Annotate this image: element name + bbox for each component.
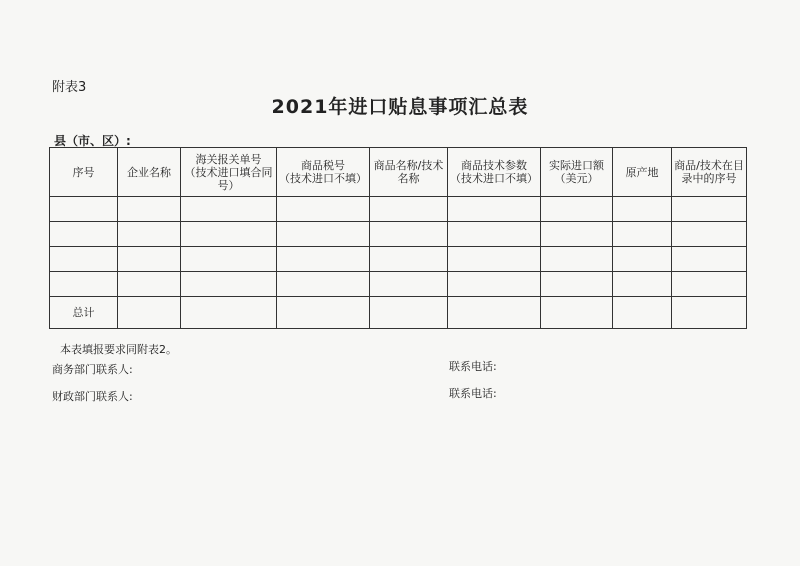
table-row <box>50 222 747 247</box>
header-cell-company: 企业名称 <box>118 148 181 197</box>
table-cell <box>118 222 181 247</box>
table-header-row <box>50 148 747 197</box>
table-cell <box>370 197 448 222</box>
table-cell <box>613 197 672 222</box>
table-cell <box>370 272 448 297</box>
table-cell <box>448 222 541 247</box>
table-cell <box>613 222 672 247</box>
table-row <box>50 272 747 297</box>
table-cell <box>277 272 370 297</box>
table-cell <box>118 297 181 329</box>
table-cell <box>613 247 672 272</box>
table-cell <box>277 247 370 272</box>
table-cell <box>672 222 747 247</box>
table-cell <box>118 272 181 297</box>
table-cell <box>181 297 277 329</box>
header-cell-catalog-seq: 商品/技术在目录中的序号 <box>672 148 747 197</box>
header-cell-customs-no: 海关报关单号 （技术进口填合同号） <box>181 148 277 197</box>
table-cell <box>613 297 672 329</box>
table-cell <box>50 247 118 272</box>
table-cell <box>448 247 541 272</box>
table-cell <box>672 272 747 297</box>
table-cell <box>118 197 181 222</box>
table-cell <box>50 197 118 222</box>
table-cell <box>672 247 747 272</box>
attachment-label: 附表3 <box>52 80 87 95</box>
header-cell-tax-code: 商品税号 （技术进口不填） <box>277 148 370 197</box>
table-row <box>50 197 747 222</box>
header-cell-tech-params: 商品技术参数 （技术进口不填） <box>448 148 541 197</box>
table-cell <box>448 272 541 297</box>
header-cell-origin: 原产地 <box>613 148 672 197</box>
commerce-phone-label: 联系电话: <box>449 360 497 373</box>
commerce-contact-label: 商务部门联系人: <box>52 363 133 376</box>
page-title: 2021年进口贴息事项汇总表 <box>271 96 529 118</box>
table-cell <box>50 272 118 297</box>
table-cell <box>448 197 541 222</box>
table-cell <box>672 297 747 329</box>
table-cell <box>370 297 448 329</box>
finance-contact-label: 财政部门联系人: <box>52 390 133 403</box>
table-cell <box>50 222 118 247</box>
finance-phone-label: 联系电话: <box>449 387 497 400</box>
table-cell <box>118 247 181 272</box>
table-cell <box>277 222 370 247</box>
total-label: 总计 <box>50 297 118 329</box>
table-body <box>50 197 747 329</box>
fill-instruction-note: 本表填报要求同附表2。 <box>60 343 177 356</box>
header-cell-seq: 序号 <box>50 148 118 197</box>
table-cell <box>541 222 613 247</box>
table-cell <box>448 297 541 329</box>
table-cell <box>370 247 448 272</box>
table-cell <box>613 272 672 297</box>
table-cell <box>541 272 613 297</box>
table-cell <box>181 222 277 247</box>
table-total-row <box>50 297 747 329</box>
table-row <box>50 247 747 272</box>
table-cell <box>541 247 613 272</box>
table-cell <box>541 197 613 222</box>
county-label: 县（市、区）: <box>54 134 131 148</box>
table-cell <box>672 197 747 222</box>
table-cell <box>541 297 613 329</box>
table-cell <box>181 247 277 272</box>
header-cell-product-name: 商品名称/技术名称 <box>370 148 448 197</box>
table-cell <box>370 222 448 247</box>
summary-table <box>49 147 747 329</box>
table-cell <box>181 197 277 222</box>
table-cell <box>277 197 370 222</box>
header-cell-import-amount: 实际进口额 （美元） <box>541 148 613 197</box>
table-cell <box>277 297 370 329</box>
table-cell <box>181 272 277 297</box>
